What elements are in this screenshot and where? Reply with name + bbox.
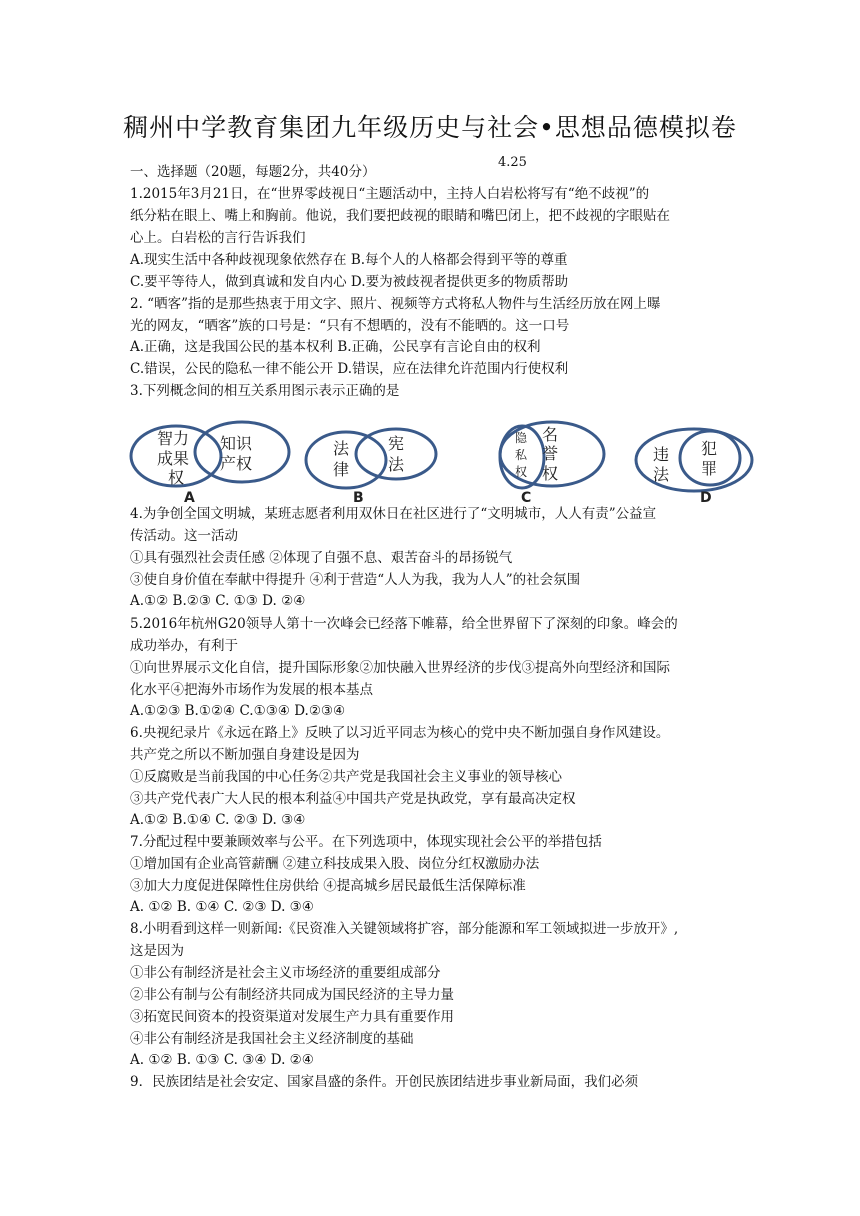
diagram-label-d: D [700,490,712,506]
text-line: 9．民族团结是社会安定、国家昌盛的条件。开创民族团结进步事业新局面，我们必须 [130,1074,639,1090]
concept-diagram [126,418,758,508]
text-line: ②非公有制与公有制经济共同成为国民经济的主导力量 [130,987,454,1003]
text-line: ①增加国有企业高管薪酬 ②建立科技成果入股、岗位分红权激励办法 [130,856,540,872]
text-line: 4.为争创全国文明城，某班志愿者利用双休日在社区进行了“文明城市，人人有责”公益宣 [130,506,657,522]
diagram-label-c: C [521,490,532,506]
text-line: ③拓宽民间资本的投资渠道对发展生产力具有重要作用 [130,1009,454,1025]
diagram-c-outer-1: 名 [542,425,559,444]
text-line: A.①② B.②③ C. ①③ D. ②④ [130,593,306,609]
text-line: 3.下列概念间的相互关系用图示表示正确的是 [130,383,400,399]
diagram-label-b: B [353,490,364,506]
text-line: ①具有强烈社会责任感 ②体现了自强不息、艰苦奋斗的昂扬锐气 [130,550,513,566]
diagram-a-left-1: 智力 [157,429,190,448]
diagram-b-right-2: 法 [388,455,405,474]
diagram-label-a: A [184,490,195,506]
page-title: 稠州中学教育集团九年级历史与社会•思想品德模拟卷 [123,113,737,142]
text-line: 7.分配过程中要兼顾效率与公平。在下列选项中，体现实现社会公平的举措包括 [130,834,602,850]
text-line: C.要平等待人，做到真诚和发自内心 D.要为被歧视者提供更多的物质帮助 [130,274,569,290]
text-line: 纸分粘在眼上、嘴上和胸前。他说，我们要把歧视的眼睛和嘴巴闭上，把不歧视的字眼贴在 [130,208,670,224]
text-line: 化水平④把海外市场作为发展的根本基点 [130,682,373,698]
diagram-c-inner-2: 私 [515,448,528,462]
text-line: 传活动。这一活动 [130,528,238,544]
text-line: ③使自身价值在奉献中得提升 ④利于营造“人人为我，我为人人”的社会氛围 [130,572,581,588]
diagram-c-inner-1: 隐 [515,431,528,445]
text-line: 这是因为 [130,943,184,959]
diagram-b-left-2: 律 [333,460,350,479]
diagram-d-inner-1: 犯 [701,439,718,458]
text-line: 5.2016年杭州G20领导人第十一次峰会已经落下帷幕，给全世界留下了深刻的印象。峰会的 [130,616,678,632]
diagram-b-right-1: 宪 [388,434,405,453]
text-line: 共产党之所以不断加强自身建设是因为 [130,747,360,763]
text-line: 6.央视纪录片《永远在路上》反映了以习近平同志为核心的党中央不断加强自身作风建设。 [130,725,670,741]
diagram-d-inner-2: 罪 [701,459,718,478]
text-line: 心上。白岩松的言行告诉我们 [130,230,306,246]
text-line: 8.小明看到这样一则新闻:《民资准入关键领域将扩容，部分能源和军工领域拟进一步放开》, [130,921,679,937]
diagram-a-left-2: 成果 [157,449,190,468]
diagram-a-left-3: 权 [168,468,185,487]
diagram-a-right-2: 产权 [220,454,253,473]
text-line: 光的网友，“晒客”族的口号是：“只有不想晒的，没有不能晒的。这一口号 [130,318,570,334]
text-line: ①反腐败是当前我国的中心任务②共产党是我国社会主义事业的领导核心 [130,769,562,785]
text-line: C.错误，公民的隐私一律不能公开 D.错误，应在法律允许范围内行使权利 [130,361,569,377]
text-line: 1.2015年3月21日，在“世界零歧视日“主题活动中，主持人白岩松将写有“绝不歧视”的 [130,186,650,202]
exam-date: 4.25 [498,155,527,170]
diagram-d-outer-1: 违 [653,445,670,464]
text-line: A.现实生活中各种歧视现象依然存在 B.每个人的人格都会得到平等的尊重 [130,252,568,268]
text-line: ④非公有制经济是我国社会主义经济制度的基础 [130,1031,414,1047]
text-line: A. ①② B. ①④ C. ②③ D. ③④ [130,899,314,915]
text-line: 成功举办，有利于 [130,638,238,654]
diagram-c-outer-2: 誉 [542,444,559,463]
text-line: 一、选择题（20题，每题2分，共40分） [130,164,376,180]
text-line: 2. “晒客”指的是那些热衷于用文字、照片、视频等方式将私人物件与生活经历放在网上曝 [130,296,661,312]
diagram-c-inner-3: 权 [515,465,528,479]
text-line: ①非公有制经济是社会主义市场经济的重要组成部分 [130,965,441,981]
text-line: A.正确，这是我国公民的基本权利 B.正确，公民享有言论自由的权利 [130,339,541,355]
diagram-b-left-1: 法 [333,439,350,458]
text-line: A.①②③ B.①②④ C.①③④ D.②③④ [130,703,346,719]
diagram-a-right-1: 知识 [220,434,253,453]
diagram-c-outer-3: 权 [542,464,559,483]
text-line: A. ①② B. ①③ C. ③④ D. ②④ [130,1052,314,1068]
text-line: ①向世界展示文化自信，提升国际形象②加快融入世界经济的步伐③提高外向型经济和国际 [130,660,670,676]
diagram-d-outer-2: 法 [653,465,670,484]
text-line: ③共产党代表广大人民的根本利益④中国共产党是执政党，享有最高决定权 [130,791,576,807]
text-line: A.①② B.①④ C. ②③ D. ③④ [130,812,306,828]
text-line: ③加大力度促进保障性住房供给 ④提高城乡居民最低生活保障标准 [130,878,526,894]
